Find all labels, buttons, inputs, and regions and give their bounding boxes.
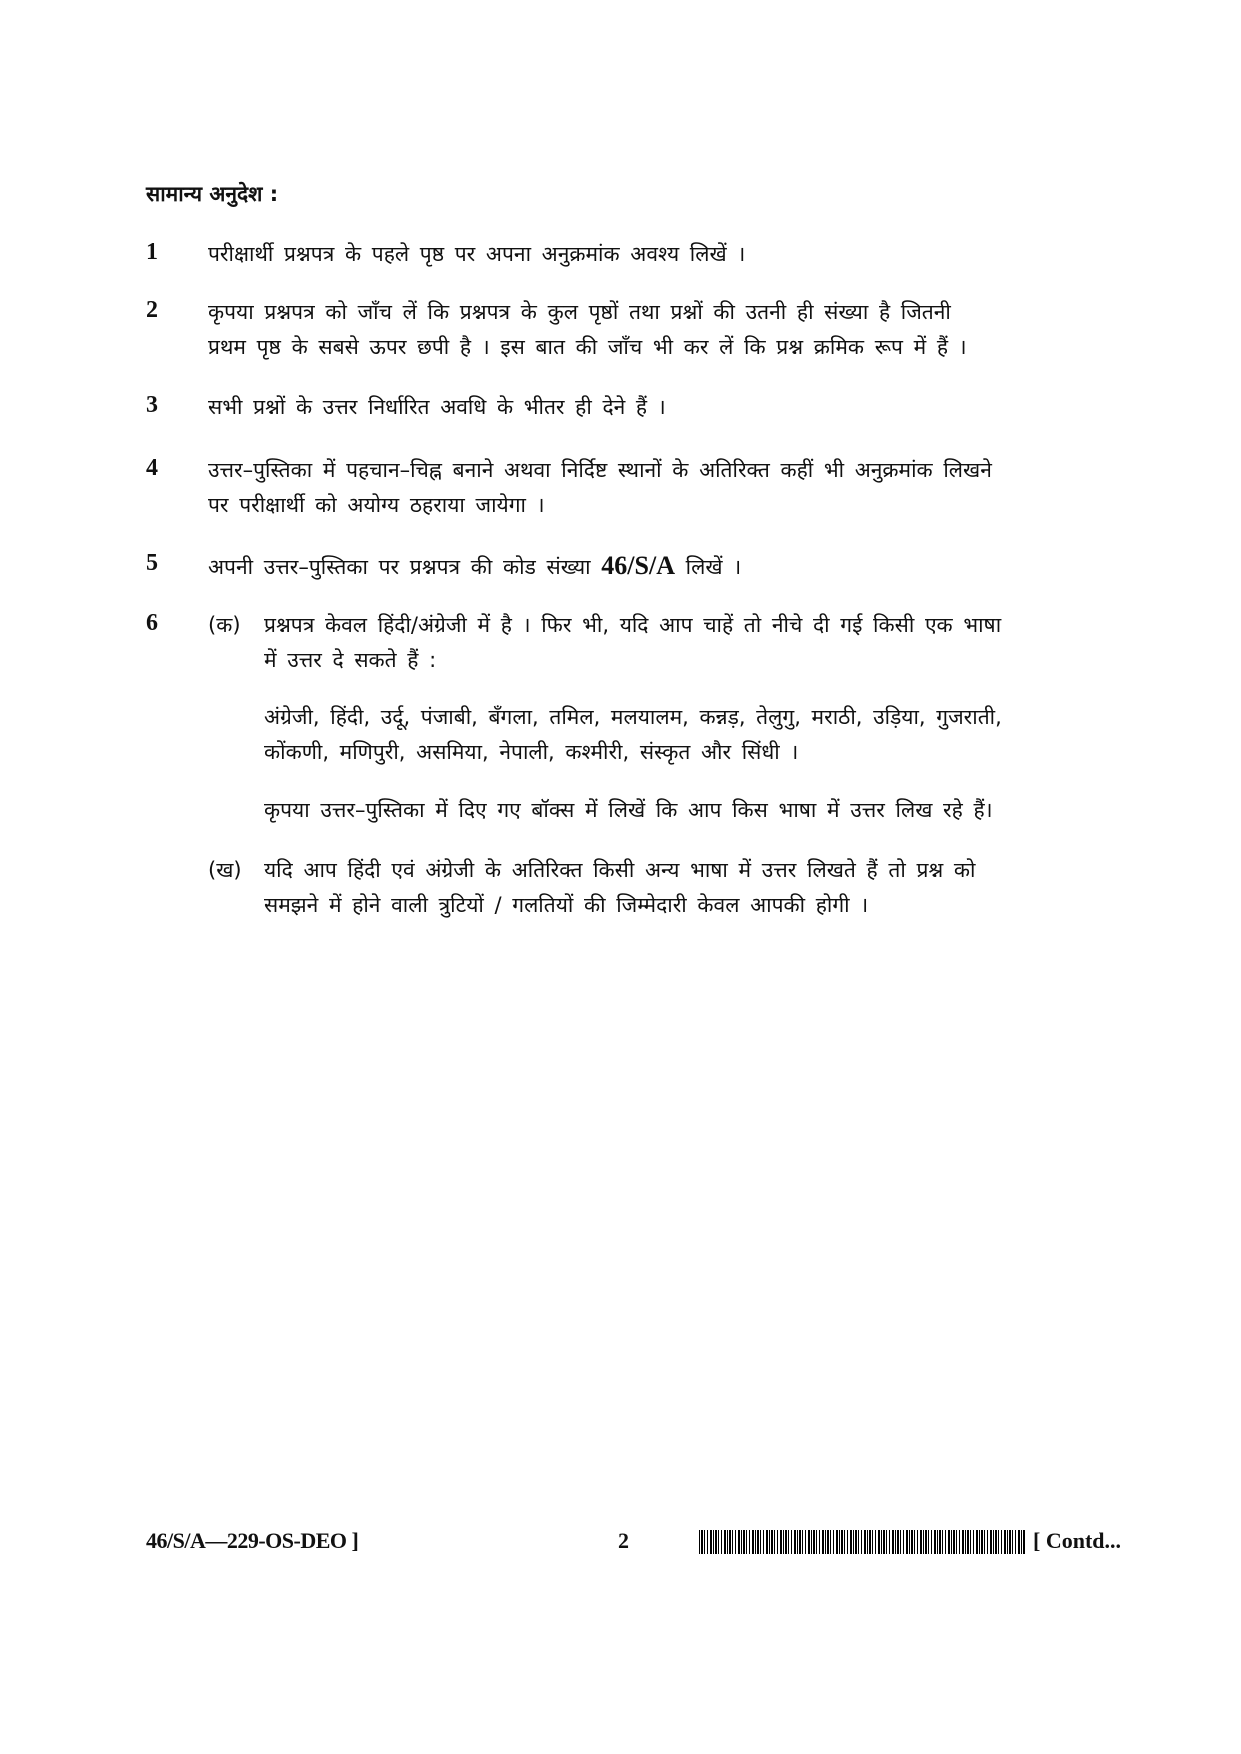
item-number: 6 bbox=[146, 610, 158, 636]
languages-list bbox=[264, 700, 1131, 770]
sub-item-label-ka: (क) bbox=[208, 613, 241, 637]
item-number: 5 bbox=[146, 550, 158, 576]
text-line: उत्तर–पुस्तिका में पहचान–चिह्न बनाने अथवा निर्दिष्ट स्थानों के अतिरिक्त कहीं भी अनुक्रमांक लिखने bbox=[208, 458, 992, 482]
text-line: कृपया प्रश्नपत्र को जाँच लें कि प्रश्नपत्र के कुल पृष्ठों तथा प्रश्नों की उतनी ही संख्या है जितनी bbox=[208, 300, 951, 324]
language-box-note bbox=[264, 793, 1131, 828]
page-footer bbox=[146, 1528, 1131, 1560]
page-number: 2 bbox=[618, 1528, 629, 1553]
instruction-text bbox=[208, 548, 1131, 585]
instruction-item-6 bbox=[146, 608, 1131, 948]
sub-item-label-kha: (ख) bbox=[208, 858, 242, 882]
item-number: 3 bbox=[146, 392, 158, 418]
instruction-text bbox=[208, 295, 1131, 365]
text-line: सभी प्रश्नों के उत्तर निर्धारित अवधि के भीतर ही देने हैं । bbox=[208, 395, 666, 419]
text-line: अंग्रेजी, हिंदी, उर्दू, पंजाबी, बँगला, तमिल, मलयालम, कन्नड़, तेलुगु, मराठी, उड़िया, गुजराती, bbox=[264, 705, 1002, 729]
sub-item-ka-text bbox=[264, 608, 1131, 678]
text-line: कृपया उत्तर–पुस्तिका में दिए गए बॉक्स में लिखें कि आप किस भाषा में उत्तर लिख रहे हैं। bbox=[264, 798, 993, 822]
sub-item-kha-text bbox=[264, 853, 1131, 923]
text-line: समझने में होने वाली त्रुटियों / गलतियों की जिम्मेदारी केवल आपकी होगी । bbox=[264, 893, 869, 917]
item-number: 2 bbox=[146, 297, 158, 323]
text-line: में उत्तर दे सकते हैं : bbox=[264, 648, 437, 672]
text-line: पर परीक्षार्थी को अयोग्य ठहराया जायेगा । bbox=[208, 493, 545, 517]
continued-label: [ Contd... bbox=[1033, 1528, 1122, 1553]
footer-paper-code: 46/S/A—229-OS-DEO ] bbox=[146, 1528, 359, 1553]
text-line: प्रश्नपत्र केवल हिंदी/अंग्रेजी में है । फिर भी, यदि आप चाहें तो नीचे दी गई किसी एक भाषा bbox=[264, 613, 1002, 637]
instruction-text bbox=[208, 390, 1131, 425]
instruction-text bbox=[208, 453, 1131, 523]
general-instructions-heading: सामान्य अनुदेश : bbox=[146, 182, 279, 206]
text-before-code: अपनी उत्तर–पुस्तिका पर प्रश्नपत्र की कोड संख्या bbox=[208, 555, 591, 579]
text-line: प्रथम पृष्ठ के सबसे ऊपर छपी है । इस बात की जाँच भी कर लें कि प्रश्न क्रमिक रूप में हैं । bbox=[208, 335, 967, 359]
text-line: कोंकणी, मणिपुरी, असमिया, नेपाली, कश्मीरी, संस्कृत और सिंधी । bbox=[264, 740, 799, 764]
instruction-text bbox=[208, 237, 1131, 272]
item-number: 1 bbox=[146, 239, 158, 265]
item-number: 4 bbox=[146, 455, 158, 481]
text-line: परीक्षार्थी प्रश्नपत्र के पहले पृष्ठ पर अपना अनुक्रमांक अवश्य लिखें । bbox=[208, 242, 746, 266]
text-after-code: लिखें । bbox=[685, 555, 742, 579]
text-line: यदि आप हिंदी एवं अंग्रेजी के अतिरिक्त किसी अन्य भाषा में उत्तर लिखते हैं तो प्रश्न को bbox=[264, 858, 976, 882]
paper-code: 46/S/A bbox=[601, 551, 675, 580]
barcode-icon bbox=[699, 1530, 1025, 1554]
